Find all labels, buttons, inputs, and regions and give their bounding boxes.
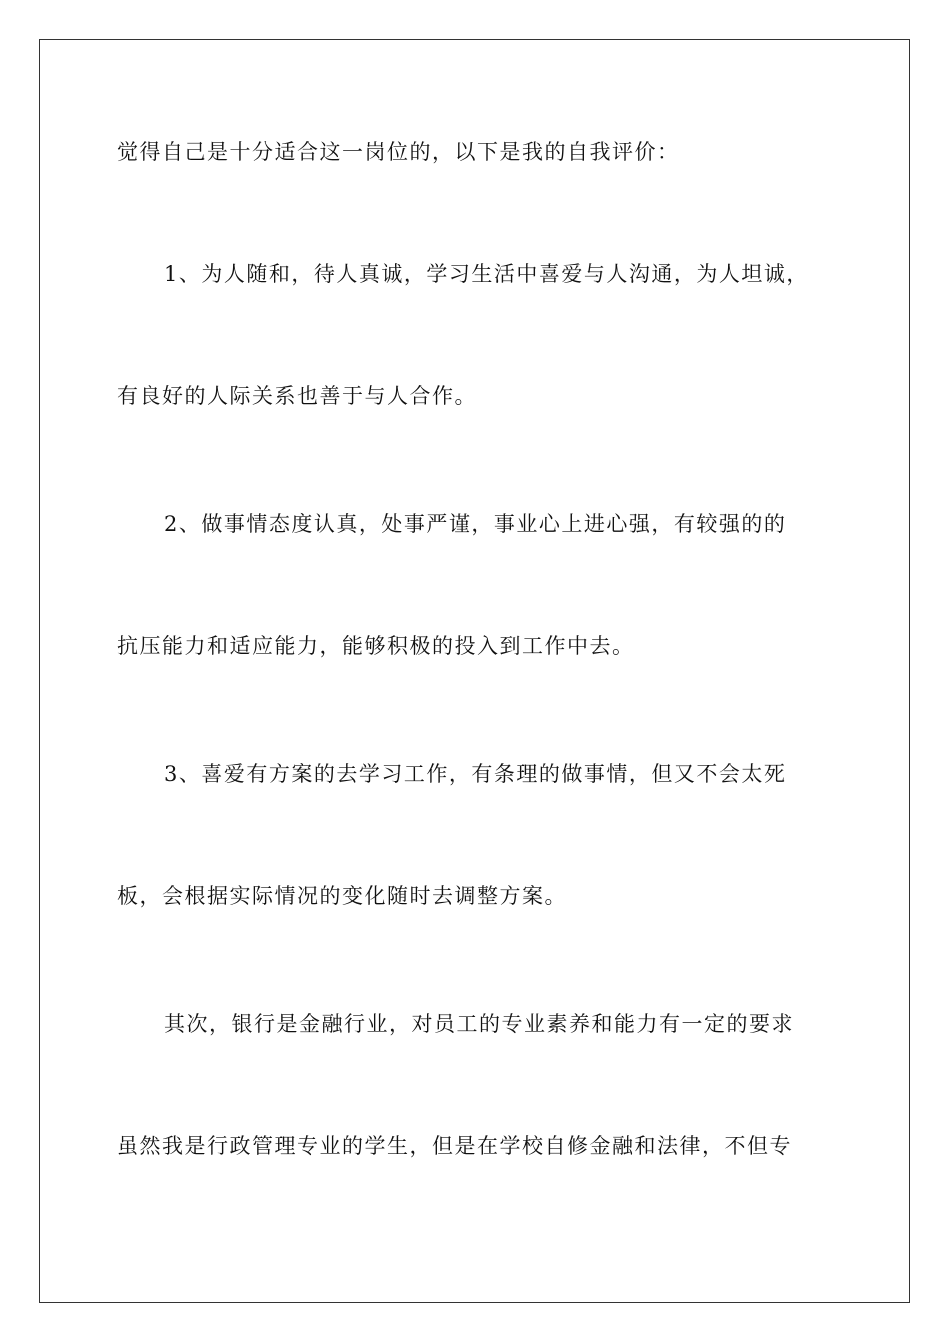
text-line-9: 虽然我是行政管理专业的学生，但是在学校自修金融和法律，不但专 — [117, 1134, 792, 1158]
text-line-2: 1、为人随和，待人真诚，学习生活中喜爱与人沟通，为人坦诚， — [164, 262, 809, 286]
text-line-8: 其次，银行是金融行业，对员工的专业素养和能力有一定的要求 — [164, 1012, 794, 1036]
page-border — [39, 39, 910, 1303]
text-line-3: 有良好的人际关系也善于与人合作。 — [117, 384, 477, 408]
text-line-6: 3、喜爱有方案的去学习工作，有条理的做事情，但又不会太死 — [164, 762, 787, 786]
text-line-7: 板，会根据实际情况的变化随时去调整方案。 — [117, 884, 567, 908]
text-line-5: 抗压能力和适应能力，能够积极的投入到工作中去。 — [117, 634, 635, 658]
text-line-4: 2、做事情态度认真，处事严谨，事业心上进心强，有较强的的 — [164, 512, 787, 536]
text-line-1: 觉得自己是十分适合这一岗位的，以下是我的自我评价： — [117, 140, 680, 164]
